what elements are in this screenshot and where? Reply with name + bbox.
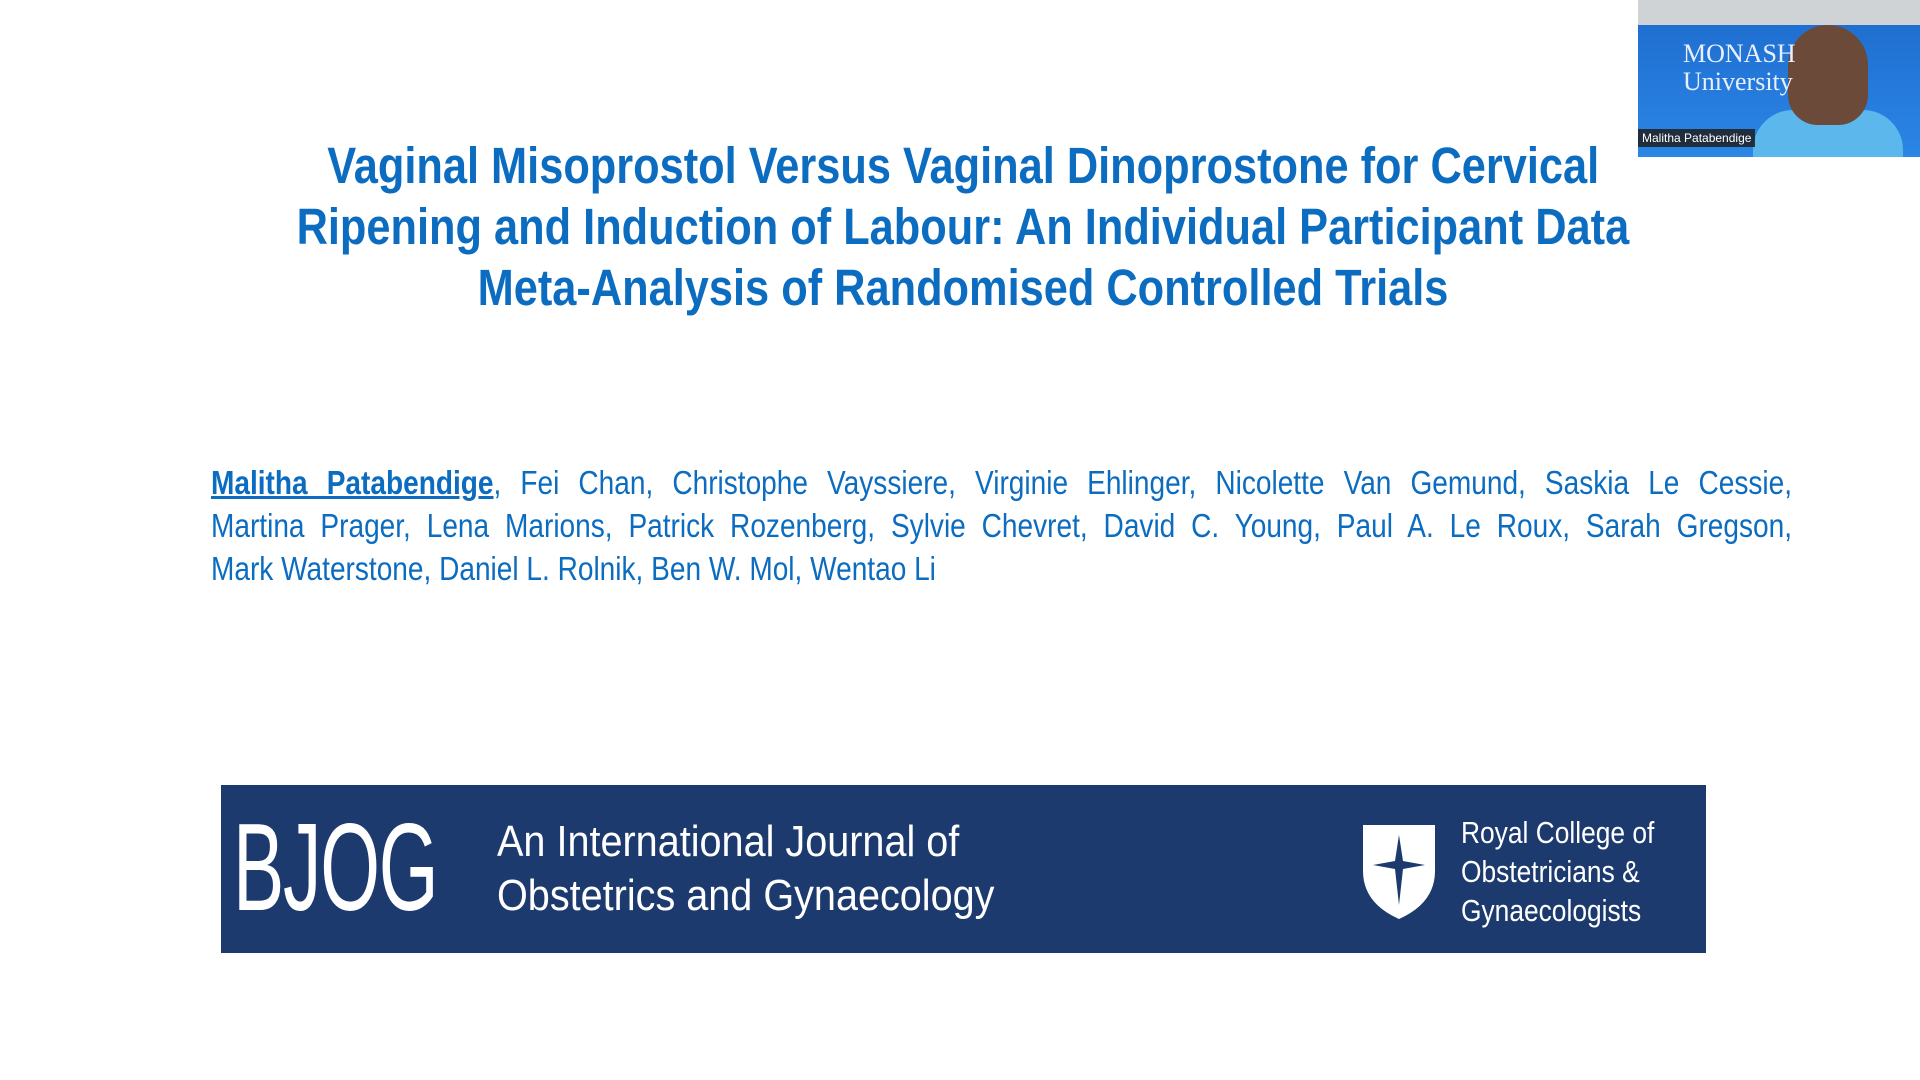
authors-line-1: , Fei Chan, Christophe Vayssiere, Virginie Ehlinger, Nicolette Van Gemund, Saskia Le Cessie, xyxy=(493,464,1793,501)
rcog-line-2: Obstetricians & xyxy=(1461,854,1640,889)
bjog-logo: BJOG xyxy=(233,799,438,937)
journal-line-1: An International Journal of xyxy=(497,817,960,866)
title-line-1: Vaginal Misoprostol Versus Vaginal Dinoprostone for Cervical xyxy=(327,137,1599,194)
authors-line-3: Mark Waterstone, Daniel L. Rolnik, Ben W. Mol, Wentao Li xyxy=(211,550,936,587)
journal-line-2: Obstetrics and Gynaecology xyxy=(497,871,995,920)
title-line-2: Ripening and Induction of Labour: An Individual Participant Data xyxy=(296,198,1630,255)
rcog-shield-icon xyxy=(1361,821,1437,921)
lead-author: Malitha Patabendige xyxy=(211,464,494,501)
slide-title xyxy=(0,135,1920,318)
participant-video-tile[interactable] xyxy=(1638,0,1920,157)
rcog-line-1: Royal College of xyxy=(1461,815,1655,850)
title-line-3: Meta-Analysis of Randomised Controlled Trials xyxy=(477,259,1449,316)
video-background-sign: MONASH University xyxy=(1683,39,1796,96)
rcog-name xyxy=(1461,813,1654,930)
participant-name-label: Malitha Patabendige xyxy=(1638,129,1755,147)
author-list xyxy=(211,461,1920,590)
authors-line-2: Martina Prager, Lena Marions, Patrick Rozenberg, Sylvie Chevret, David C. Young, Paul A. Le Roux, Sarah Gregson, xyxy=(211,507,1792,544)
bjog-banner xyxy=(221,785,1706,953)
rcog-line-3: Gynaecologists xyxy=(1461,893,1642,928)
journal-name xyxy=(497,815,994,923)
